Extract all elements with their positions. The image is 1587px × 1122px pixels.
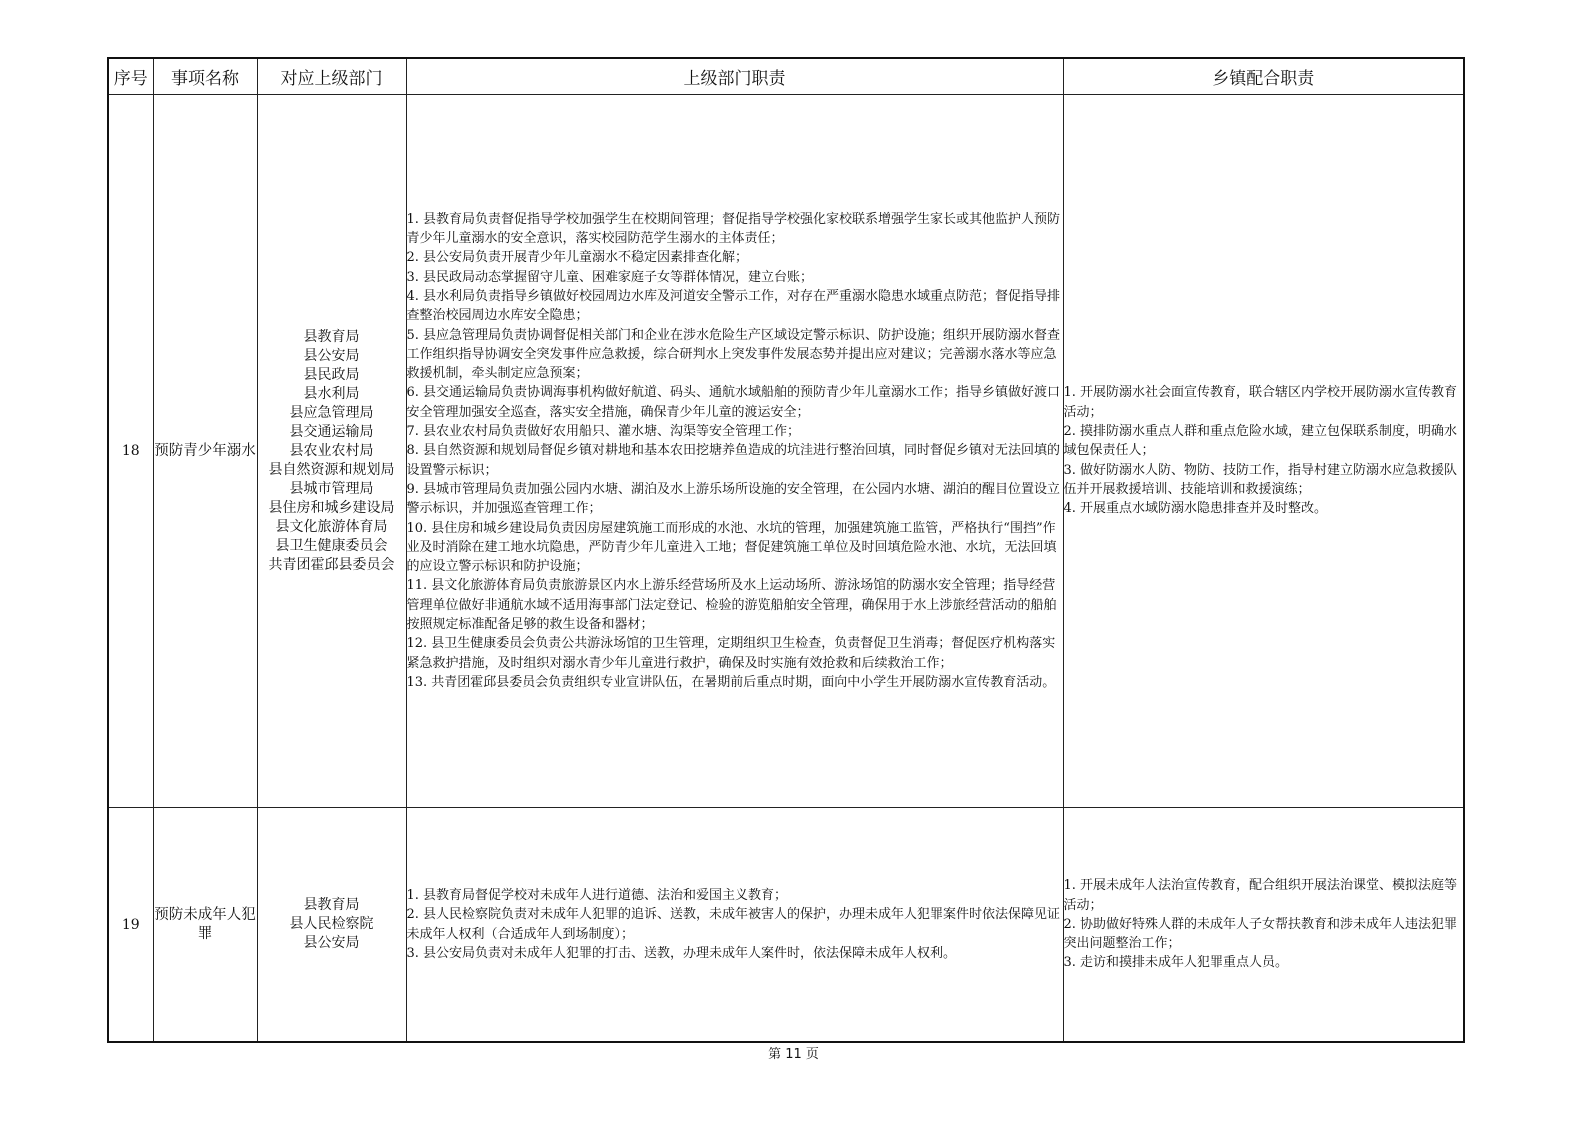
duty-table <box>107 57 1465 1043</box>
town-cell <box>1063 95 1464 808</box>
town-paragraph: 1. 开展未成年人法治宣传教育，配合组织开展法治课堂、模拟法庭等活动； <box>1063 878 1458 913</box>
dept-line: 县人民检察院 <box>289 916 374 932</box>
duty-cell <box>406 808 1063 1043</box>
dept-cell <box>257 808 406 1043</box>
table-row <box>108 95 1464 808</box>
table-row <box>108 808 1464 1043</box>
dept-line: 县文化旅游体育局 <box>275 518 388 535</box>
dept-line: 共青团霍邱县委员会 <box>268 556 395 573</box>
town-paragraph: 4. 开展重点水域防溺水隐患排查并及时整改。 <box>1063 501 1328 517</box>
town-paragraph: 2. 协助做好特殊人群的未成年人子女帮扶教育和涉未成年人违法犯罪突出问题整治工作； <box>1063 916 1458 952</box>
dept-line: 县卫生健康委员会 <box>275 537 388 554</box>
duty-paragraph: 10. 县住房和城乡建设局负责因房屋建筑施工而形成的水池、水坑的管理，加强建筑施工监管，严格执行“围挡”作业及时消除在建工地水坑隐患，严防青少年儿童进入工地；督促建筑施工单位及时回填危险水池、水坑，无法回填的应设立警示标识和防护设施； <box>406 520 1057 575</box>
dept-line: 县教育局 <box>303 328 360 345</box>
town-paragraph: 3. 走访和摸排未成年人犯罪重点人员。 <box>1063 955 1289 971</box>
header-num: 序号 <box>108 58 153 95</box>
duty-paragraph: 13. 共青团霍邱县委员会负责组织专业宣讲队伍，在暑期前后重点时期，面向中小学生开展防溺水宣传教育活动。 <box>406 674 1056 690</box>
duty-paragraph: 4. 县水利局负责指导乡镇做好校园周边水库及河道安全警示工作，对存在严重溺水隐患水域重点防范；督促指导排查整治校园周边水库安全隐患； <box>406 288 1061 324</box>
duty-paragraph: 11. 县文化旅游体育局负责旅游景区内水上游乐经营场所及水上运动场所、游泳场馆的防溺水安全管理；指导经营管理单位做好非通航水域不适用海事部门法定登记、检验的游览船舶安全管理，确保用于水上涉旅经营活动的船舶按照规定标准配备足够的救生设备和器材； <box>406 578 1057 633</box>
duty-paragraph: 3. 县公安局负责对未成年人犯罪的打击、送教，办理未成年人案件时，依法保障未成年人权利。 <box>406 945 957 961</box>
duty-paragraph: 1. 县教育局督促学校对未成年人进行道德、法治和爱国主义教育； <box>406 887 788 903</box>
dept-line: 县水利局 <box>303 385 360 402</box>
row-number: 18 <box>108 95 153 808</box>
dept-cell <box>257 95 406 808</box>
dept-line: 县农业农村局 <box>289 442 374 459</box>
duty-paragraph: 7. 县农业农村局负责做好农用船只、灌水塘、沟渠等安全管理工作； <box>406 424 801 440</box>
dept-line: 县公安局 <box>303 935 360 951</box>
header-town: 乡镇配合职责 <box>1063 58 1464 95</box>
dept-line: 县公安局 <box>303 347 360 364</box>
row-number: 19 <box>108 808 153 1043</box>
header-name: 事项名称 <box>153 58 257 95</box>
duty-paragraph: 9. 县城市管理局负责加强公园内水塘、湖泊及水上游乐场所设施的安全管理，在公园内水塘、湖泊的醒目位置设立警示标识，并加强巡查管理工作； <box>406 481 1061 517</box>
dept-line: 县自然资源和规划局 <box>268 461 395 478</box>
dept-line: 县住房和城乡建设局 <box>268 499 395 516</box>
duty-paragraph: 1. 县教育局负责督促指导学校加强学生在校期间管理；督促指导学校强化家校联系增强学生家长或其他监护人预防青少年儿童溺水的安全意识，落实校园防范学生溺水的主体责任； <box>406 211 1061 247</box>
dept-line: 县教育局 <box>303 897 360 913</box>
item-name: 预防未成年人犯罪 <box>153 808 257 1043</box>
town-paragraph: 3. 做好防溺水人防、物防、技防工作，指导村建立防溺水应急救援队伍并开展救援培训、技能培训和救援演练； <box>1063 462 1458 497</box>
town-cell <box>1063 808 1464 1043</box>
town-paragraph: 1. 开展防溺水社会面宣传教育，联合辖区内学校开展防溺水宣传教育活动； <box>1063 385 1458 420</box>
duty-cell <box>406 95 1063 808</box>
duty-paragraph: 12. 县卫生健康委员会负责公共游泳场馆的卫生管理，定期组织卫生检查，负责督促卫生消毒；督促医疗机构落实紧急救护措施，及时组织对溺水青少年儿童进行救护，确保及时实施有效抢救和后续救治工作； <box>406 636 1056 671</box>
header-duty: 上级部门职责 <box>406 58 1063 95</box>
duty-paragraph: 5. 县应急管理局负责协调督促相关部门和企业在涉水危险生产区域设定警示标识、防护设施；组织开展防溺水督查工作组织指导协调安全突发事件应急救援，综合研判水上突发事件发展态势并提出应对建议；完善溺水落水等应急救援机制，牵头制定应急预案； <box>406 327 1061 382</box>
duty-paragraph: 2. 县公安局负责开展青少年儿童溺水不稳定因素排查化解； <box>406 250 749 266</box>
duty-paragraph: 3. 县民政局动态掌握留守儿童、困难家庭子女等群体情况，建立台账； <box>406 269 814 285</box>
item-name: 预防青少年溺水 <box>153 95 257 808</box>
dept-line: 县应急管理局 <box>289 404 374 421</box>
duty-paragraph: 2. 县人民检察院负责对未成年人犯罪的追诉、送教，未成年被害人的保护，办理未成年人犯罪案件时依法保障见证未成年人权利（合适成年人到场制度）； <box>406 907 1061 942</box>
dept-line: 县城市管理局 <box>289 480 374 497</box>
duty-paragraph: 8. 县自然资源和规划局督促乡镇对耕地和基本农田挖塘养鱼造成的坑洼进行整治回填，同时督促乡镇对无法回填的设置警示标识； <box>406 443 1061 478</box>
town-paragraph: 2. 摸排防溺水重点人群和重点危险水域，建立包保联系制度，明确水域包保责任人； <box>1063 424 1458 459</box>
header-dept: 对应上级部门 <box>257 58 406 95</box>
header-row <box>108 58 1464 95</box>
duty-paragraph: 6. 县交通运输局负责协调海事机构做好航道、码头、通航水域船舶的预防青少年儿童溺水工作；指导乡镇做好渡口安全管理加强安全巡查，落实安全措施，确保青少年儿童的渡运安全； <box>406 385 1061 420</box>
dept-line: 县民政局 <box>303 366 360 383</box>
dept-line: 县交通运输局 <box>289 423 374 440</box>
page-footer: 第 11 页 <box>768 1047 819 1062</box>
